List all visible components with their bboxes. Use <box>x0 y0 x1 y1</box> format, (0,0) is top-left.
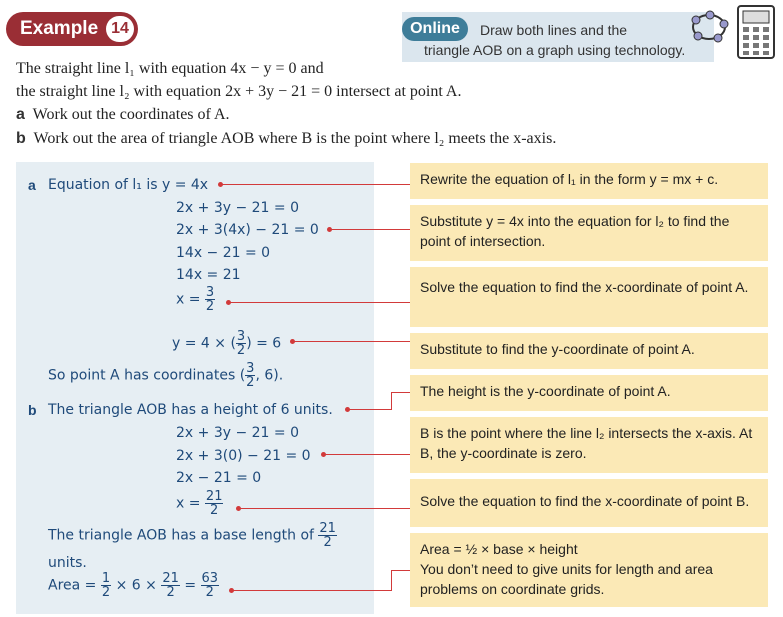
pointer-line-4 <box>294 341 410 342</box>
working-a3: 2x + 3(4x) − 21 = 0 <box>176 222 319 238</box>
working-b4: 2x − 21 = 0 <box>176 470 262 486</box>
working-a2: 2x + 3y − 21 = 0 <box>176 200 299 216</box>
working-a5: 14x = 21 <box>176 267 241 283</box>
pointer-line-6 <box>325 454 410 455</box>
note-8 <box>410 533 768 607</box>
note-3: Solve the equation to find the x-coordinate of point A. <box>410 267 768 327</box>
working-b1: The triangle AOB has a height of 6 units. <box>48 402 333 418</box>
pointer-line-8b <box>391 570 392 591</box>
geogebra-icon <box>688 6 730 46</box>
note-1: Rewrite the equation of l₁ in the form y = mx + c. <box>410 163 768 199</box>
pointer-line-8a <box>233 590 391 591</box>
working-b6: The triangle AOB has a base length of $\frac{21}{2}$ <box>48 521 336 550</box>
working-part-b-label: b <box>28 402 37 418</box>
working-b2: 2x + 3y − 21 = 0 <box>176 425 299 441</box>
pointer-line-3 <box>230 302 410 303</box>
note-5: The height is the y-coordinate of point A. <box>410 375 768 411</box>
working-b8: Area = $\frac{1}{2}$ × 6 × $\frac{21}{2}$ = $\frac{63}{2}$ <box>48 571 219 600</box>
pointer-line-5b <box>391 392 392 410</box>
working-a8: So point A has coordinates ( $\frac{3}{2}$ , 6). <box>48 361 284 390</box>
example-badge <box>6 12 138 46</box>
note-2: Substitute y = 4x into the equation for l₂ to find the point of intersection. <box>410 205 768 261</box>
pointer-line-2 <box>331 229 410 230</box>
question-line-1: The straight line l₁ with equation 4x − y = 0 and <box>16 60 324 77</box>
working-a1: Equation of l₁ is y = 4x <box>48 177 209 193</box>
working-b3: 2x + 3(0) − 21 = 0 <box>176 448 311 464</box>
working-a7: y = 4 × ( $\frac{3}{2}$ ) = 6 <box>172 329 282 358</box>
note-8-line-2: You don’t need to give units for length and area problems on coordinate grids. <box>420 561 713 597</box>
pointer-line-1 <box>222 184 410 185</box>
note-8-line-1: Area = ½ × base × height <box>420 541 578 557</box>
pointer-line-5a <box>349 409 391 410</box>
question-line-2: the straight line l₂ with equation 2x + 3y − 21 = 0 intersect at point A. <box>16 83 462 100</box>
part-a-label: a <box>16 106 25 123</box>
note-7: Solve the equation to find the x-coordinate of point B. <box>410 479 768 527</box>
working-a6: x = $\frac{3}{2}$ <box>176 285 215 314</box>
working-part-a-label: a <box>28 177 36 193</box>
pointer-line-7 <box>240 508 410 509</box>
working-b7: units. <box>48 555 87 571</box>
working-b5: x = $\frac{21}{2}$ <box>176 489 223 518</box>
example-label: Example <box>20 18 99 39</box>
note-6: B is the point where the line l₂ intersects the x-axis. At B, the y-coordinate is zero. <box>410 417 768 473</box>
online-text-2: triangle AOB on a graph using technology. <box>424 42 686 58</box>
calculator-icon <box>734 4 778 60</box>
pointer-line-5c <box>391 392 410 393</box>
working-a4: 14x − 21 = 0 <box>176 245 271 261</box>
note-4: Substitute to find the y-coordinate of point A. <box>410 333 768 369</box>
question-part-b <box>16 130 556 148</box>
example-number: 14 <box>106 16 134 42</box>
online-text-1: Draw both lines and the <box>480 22 628 38</box>
question-part-a <box>16 106 230 124</box>
part-b-label: b <box>16 130 26 147</box>
part-b-text: Work out the area of triangle AOB where B is the point where l₂ meets the x-axis. <box>33 130 557 147</box>
part-a-text: Work out the coordinates of A. <box>32 106 230 123</box>
pointer-line-8c <box>391 570 410 571</box>
online-badge: Online <box>402 17 468 41</box>
